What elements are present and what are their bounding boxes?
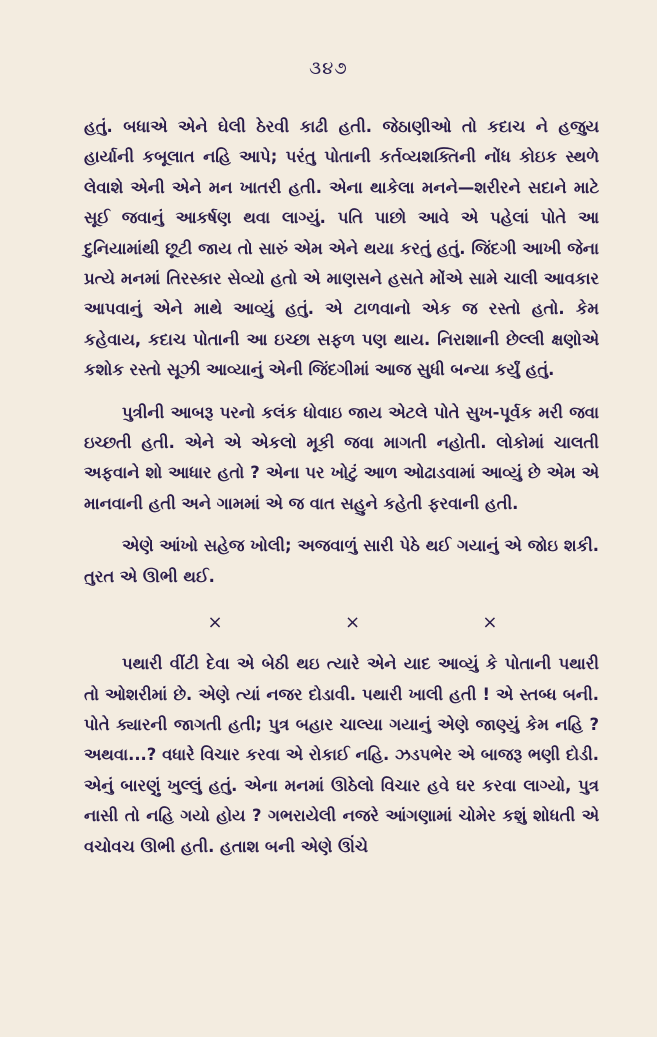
paragraph-2: પુત્રીની આબરૂ પરનો કલંક ધોવાઇ જાય એટલે પોતે સુખ-પૂર્વક મરી જવા ઇચ્છતી હતી. એને એ એકલો મૂકી જવા માગતી નહોતી. લોકોમાં ચાલતી અફવાને શો આધાર હતો ? એના પર ખોટું આળ ઓઢાડવામાં આવ્યું છે એમ એ માનવાની હતી અને ગામમાં એ જ વાત સહુને કહેતી ફરવાની હતી. bbox=[84, 402, 599, 513]
section-break-mark: × bbox=[482, 612, 498, 634]
page-number: ૩૪૭ bbox=[309, 58, 348, 79]
paragraph-4: પથારી વીંટી દેવા એ બેઠી થઇ ત્યારે એને યાદ આવ્યું કે પોતાની પથારી તો ઓશરીમાં છે. એણે ત્યાં નજર દોડાવી. પથારી ખાલી હતી ! એ સ્તબ્ધ બની. પોતે ક્યારની જાગતી હતી; પુત્ર બહાર ચાલ્યા ગયાનું એણે જાણ્યું કેમ નહિ ? અથવા...? વધારે વિચાર કરવા એ રોકાઈ નહિ. ઝડપભેર એ બાજરૂ ભણી દોડી. એનું બારણું ખુલ્લું હતું. એના મનમાં ઊઠેલો વિચાર હવે ઘર કરવા લાગ્યો, પુત્ર નાસી તો નહિ ગયો હોય ? ગભરાયેલી નજરે આંગણામાં ચોમેર કશું શોધતી એ વચોવચ ઊભી હતી. હતાશ બની એણે ઊંચે bbox=[84, 654, 599, 856]
paragraph-1: હતું. બધાએ એને ઘેલી ઠેરવી કાઢી હતી. જેઠાણીઓ તો કદાચ ને હજુય હાર્યાની કબૂલાત નહિ આપે; પરંતુ પોતાની કર્તવ્યશક્તિની નોંધ કોઇક સ્થળે લેવાશે એની એને મન ખાતરી હતી. એના થાકેલા મનને—શરીરને સદાને માટે સૂઈ જવાનું આકર્ષણ થવા લાગ્યું. પતિ પાછો આવે એ પહેલાં પોતે આ દુનિયામાંથી છૂટી જાય તો સારું એમ એને થયા કરતું હતું. જિંદગી આખી જેના પ્રત્યે મનમાં તિરસ્કાર સેવ્યો હતો એ માણસને હસતે મોંએ સામે ચાલી આવકાર આપવાનું એને માથે આવ્યું હતું. એ ટાળવાનો એક જ રસ્તો હતો. કેમ કહેવાય, કદાચ પોતાની આ ઇચ્છા સફળ પણ થાય. નિરાશાની છેલ્લી ક્ષણોએ કશોક રસ્તો સૂઝી આવ્યાનું એની જિંદગીમાં આજ સુધી બન્યા કર્યું હતું. bbox=[84, 117, 599, 380]
section-break-mark: × bbox=[207, 612, 223, 634]
paragraph-3: એણે આંખો સહેજ ખોલી; અજવાળું સારી પેઠે થઈ ગયાનું એ જોઇ શકી. તુરત એ ઊભી થઈ. bbox=[84, 536, 599, 586]
page-content bbox=[84, 112, 599, 862]
section-break bbox=[186, 612, 498, 633]
section-break-mark: × bbox=[344, 612, 361, 634]
